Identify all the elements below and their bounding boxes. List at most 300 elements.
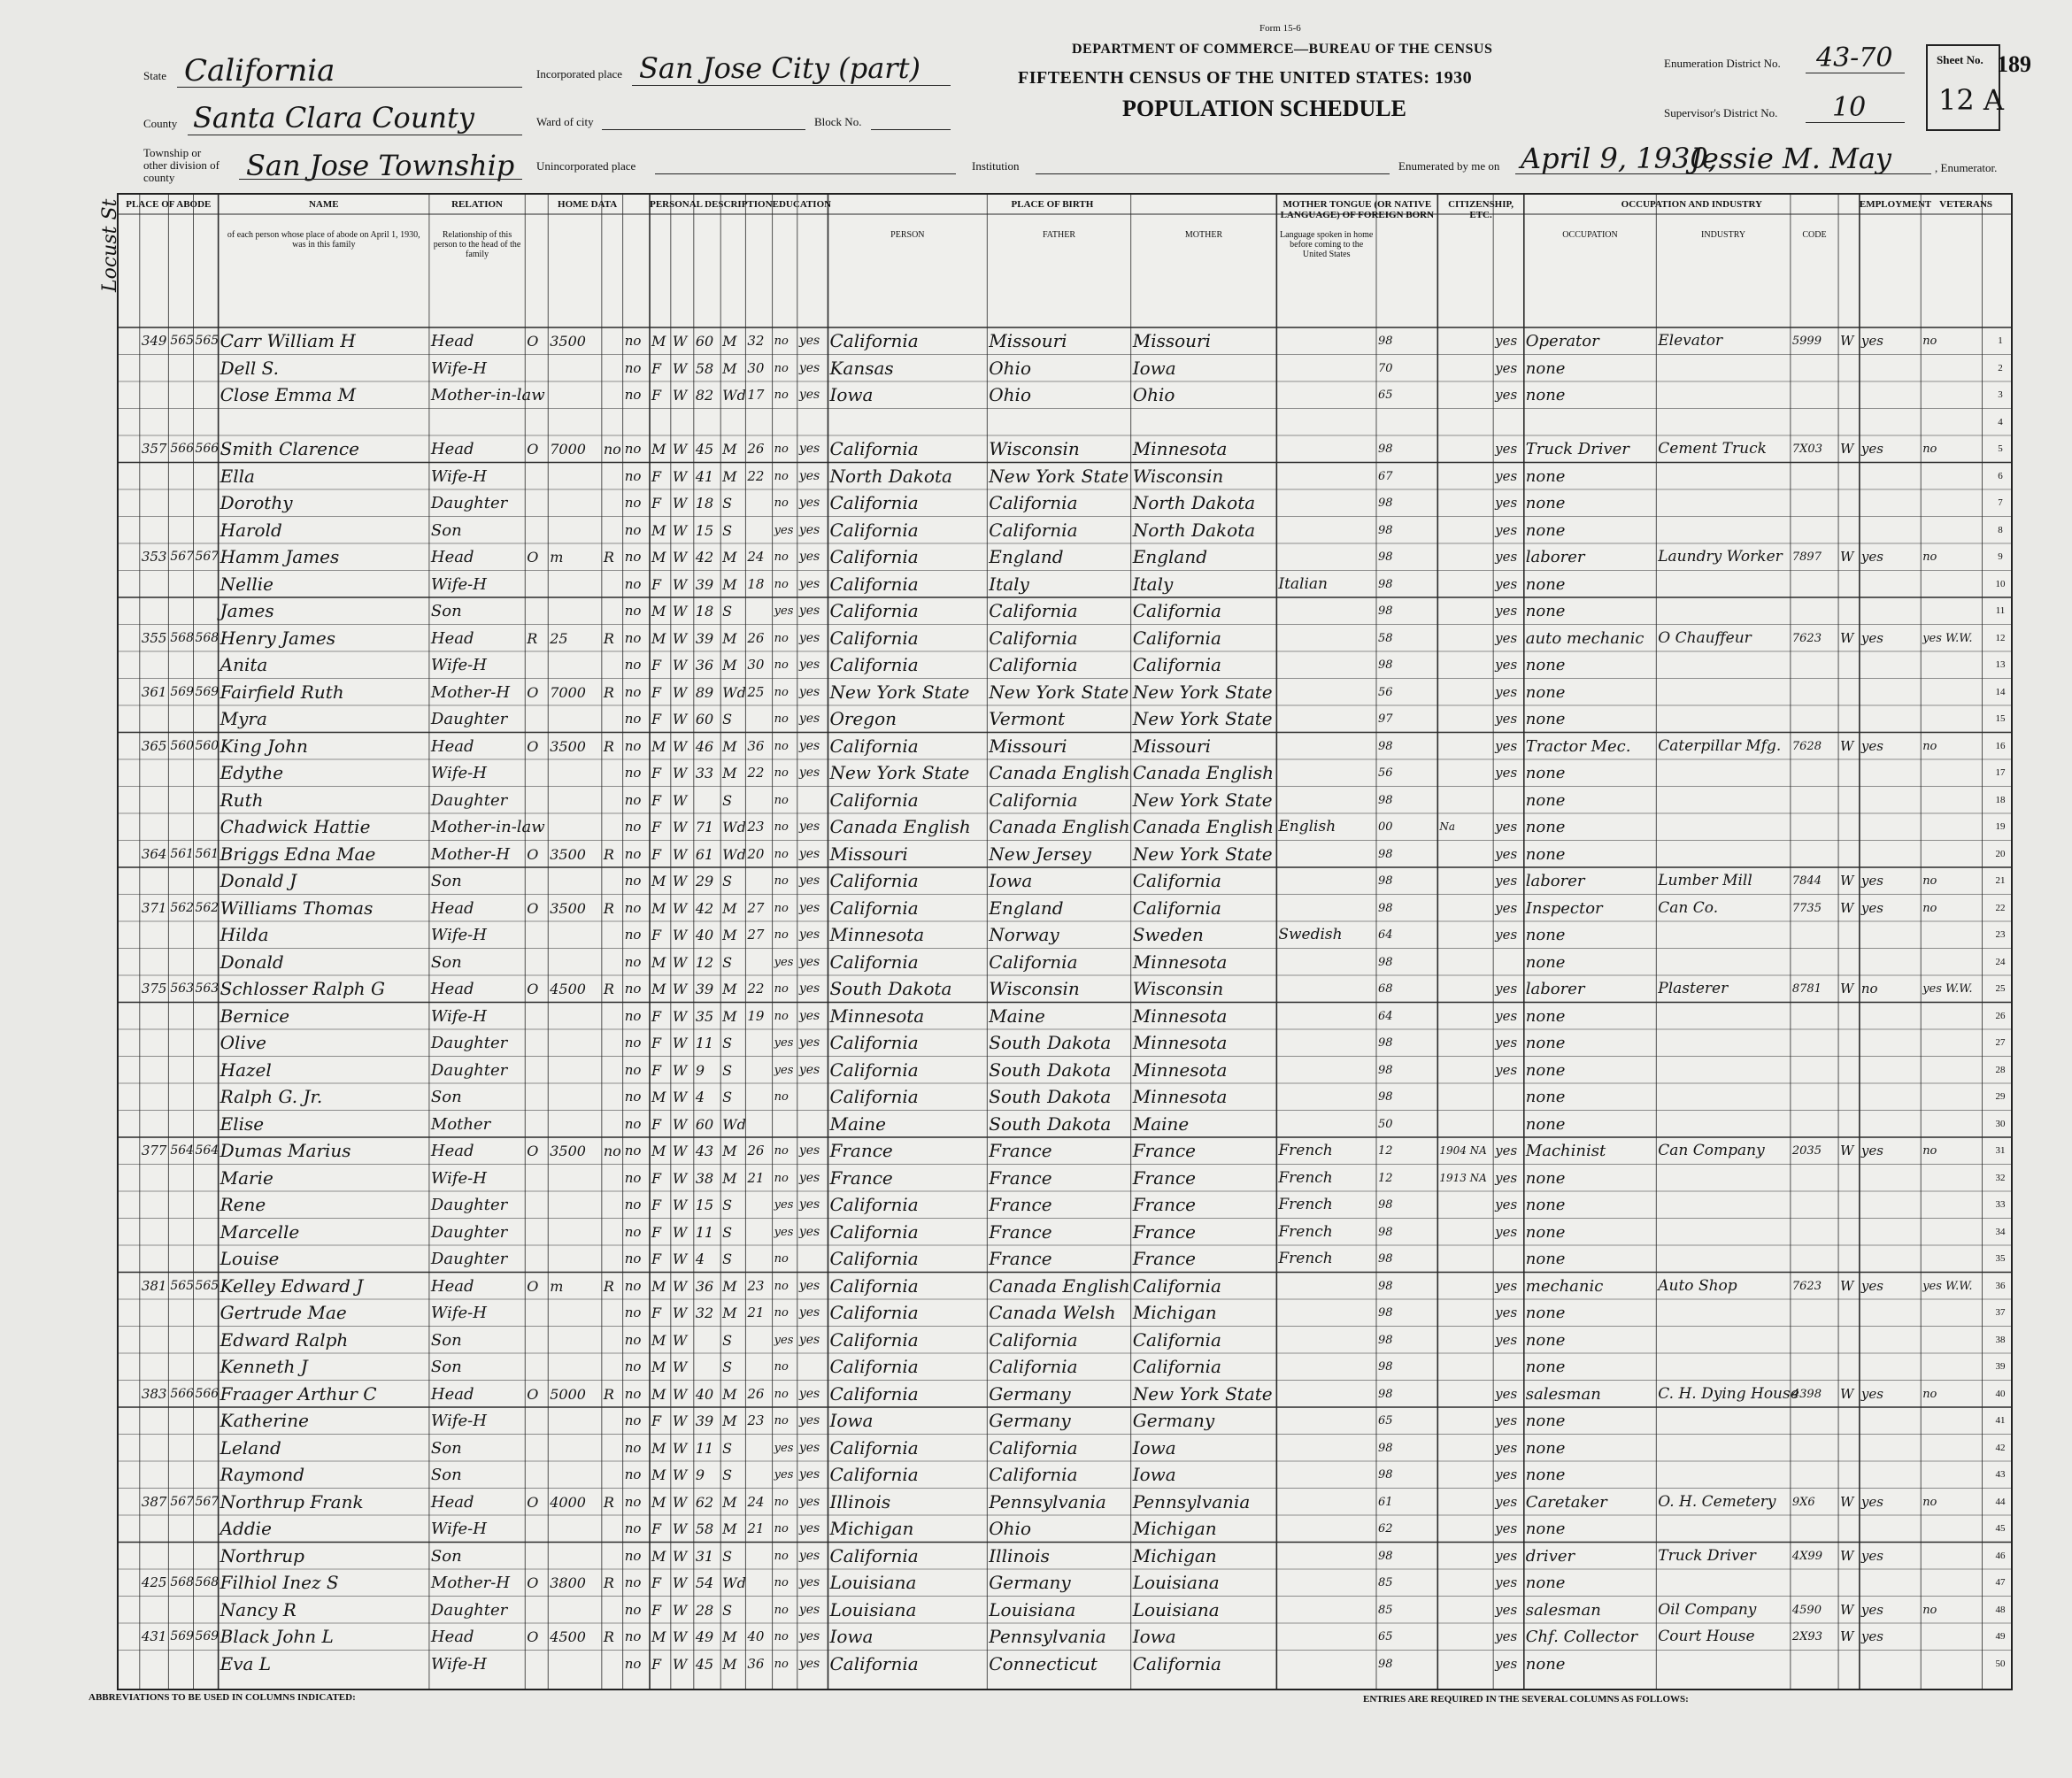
cell-race: W — [672, 1143, 688, 1159]
cell-race: W — [672, 1601, 688, 1619]
line-number: 6 — [1998, 470, 2003, 481]
cell-mother: Canada English — [1132, 816, 1275, 837]
cell-read: yes — [798, 766, 820, 780]
cell-name: Anita — [220, 654, 268, 675]
line-number: 17 — [1995, 767, 2006, 778]
cell-age: 18 — [695, 495, 714, 512]
cell-cit: 1913 NA — [1439, 1171, 1487, 1184]
cell-race: W — [672, 1359, 688, 1375]
cell-farm: no — [624, 359, 642, 376]
cell-mar: S — [722, 1223, 733, 1241]
cell-occ: none — [1525, 1330, 1566, 1350]
cell-eng: yes — [1495, 657, 1518, 673]
cell-read: yes — [798, 981, 820, 996]
cell-race: W — [672, 1412, 688, 1429]
cell-eng: yes — [1495, 1385, 1518, 1402]
cell-cls: W — [1840, 1547, 1854, 1564]
cell-cls: W — [1840, 1277, 1854, 1294]
cell-birth: Minnesota — [829, 1004, 925, 1027]
cell-age: 18 — [695, 603, 714, 620]
cell-mar: S — [722, 791, 733, 809]
cell-vet: yes W.W. — [1922, 631, 1973, 645]
cell-sex: F — [651, 845, 662, 863]
cell-mother: North Dakota — [1132, 519, 1256, 541]
cell-house: 387 — [141, 1493, 167, 1510]
cell-birth: South Dakota — [829, 978, 952, 999]
cell-name: Leland — [220, 1436, 281, 1459]
cell-race: W — [672, 899, 688, 917]
cell-race: W — [672, 1655, 688, 1673]
cell-dwell: 569 — [170, 1629, 195, 1643]
cell-read: yes — [798, 1629, 820, 1643]
cell-sex: M — [651, 1331, 666, 1349]
cell-value: 3500 — [550, 845, 586, 863]
cell-sex: F — [651, 1601, 662, 1619]
cell-father: Germany — [989, 1410, 1071, 1431]
cell-school: no — [774, 335, 789, 348]
cell-dwell: 568 — [170, 630, 195, 645]
unincorporated-label: Unincorporated place — [536, 159, 636, 173]
cell-school: yes — [774, 1198, 794, 1212]
cell-radio: R — [603, 629, 614, 647]
cell-mar: Wd — [722, 683, 746, 701]
cell-farm: no — [624, 1331, 642, 1348]
cell-vet: yes W.W. — [1922, 1279, 1973, 1293]
cell-school: no — [774, 739, 789, 753]
cell-father: Illinois — [989, 1544, 1050, 1566]
cell-father: Canada English — [989, 1274, 1130, 1297]
cell-fam: 567 — [195, 1494, 220, 1509]
cell-agemar: 22 — [747, 467, 765, 484]
cell-lang: French — [1278, 1250, 1333, 1267]
cell-mother: Iowa — [1132, 1436, 1176, 1459]
cell-farm: no — [624, 765, 642, 781]
cell-mother: France — [1132, 1220, 1196, 1243]
cell-farm: no — [624, 791, 642, 808]
cell-cls: W — [1840, 629, 1854, 646]
line-number: 44 — [1995, 1496, 2006, 1507]
cell-father: California — [989, 1436, 1078, 1459]
cell-mar: M — [722, 549, 737, 566]
cell-birth: California — [829, 546, 919, 567]
cell-farm: no — [624, 495, 642, 511]
group-header: EDUCATION — [772, 199, 832, 210]
cell-birth: Louisiana — [829, 1598, 917, 1620]
cell-school: no — [774, 874, 789, 888]
cell-father: France — [989, 1166, 1052, 1189]
cell-age: 42 — [695, 899, 714, 917]
supervisor-value: 10 — [1832, 92, 1867, 123]
cell-ind: Court House — [1658, 1628, 1755, 1645]
cell-eng: yes — [1495, 467, 1518, 484]
cell-dwell: 567 — [170, 550, 195, 564]
cell-read: yes — [798, 522, 820, 537]
cell-radio: R — [603, 1574, 614, 1591]
cell-school: no — [774, 1387, 789, 1401]
cell-code: 98 — [1378, 1549, 1393, 1563]
cell-occode: 8781 — [1791, 982, 1822, 996]
cell-sex: F — [651, 791, 662, 809]
line-number: 26 — [1995, 1010, 2006, 1021]
cell-rel: Son — [430, 602, 462, 620]
cell-fam: 567 — [195, 550, 220, 564]
cell-mother: Missouri — [1132, 330, 1211, 351]
cell-emp: yes — [1860, 737, 1883, 754]
cell-occ: none — [1525, 574, 1566, 594]
cell-rel: Wife-H — [430, 764, 487, 782]
cell-age: 15 — [695, 521, 714, 539]
cell-agemar: 22 — [747, 765, 765, 781]
cell-father: Canada English — [989, 762, 1130, 783]
cell-age: 89 — [695, 683, 714, 701]
cell-father: South Dakota — [989, 1086, 1112, 1107]
cell-rel: Daughter — [430, 1250, 508, 1268]
cell-farm: no — [624, 603, 642, 619]
cell-farm: no — [624, 899, 642, 916]
cell-age: 46 — [695, 737, 714, 755]
cell-emp: yes — [1860, 1277, 1883, 1294]
cell-house: 355 — [141, 629, 167, 646]
line-number: 13 — [1995, 659, 2006, 670]
cell-race: W — [672, 1169, 688, 1187]
cell-age: 33 — [695, 765, 714, 781]
cell-eng: yes — [1495, 1007, 1518, 1024]
cell-lang: French — [1278, 1196, 1333, 1213]
cell-radio: R — [603, 1493, 614, 1511]
line-number: 31 — [1995, 1145, 2006, 1156]
cell-mother: California — [1132, 1274, 1221, 1297]
cell-occ: Inspector — [1525, 898, 1603, 918]
cell-house: 357 — [141, 441, 167, 457]
cell-value: m — [550, 549, 564, 566]
cell-name: Nellie — [220, 573, 273, 595]
cell-emp: no — [1860, 981, 1878, 997]
cell-birth: California — [829, 1302, 919, 1323]
enumerated-date: April 9, 1930, — [1521, 142, 1717, 175]
cell-occ: none — [1525, 1114, 1566, 1134]
cell-cls: W — [1840, 1628, 1854, 1644]
column-header: PERSON — [890, 230, 925, 240]
cell-school: no — [774, 577, 789, 591]
cell-school: no — [774, 1306, 789, 1320]
cell-agemar: 18 — [747, 575, 765, 592]
cell-mother: Minnesota — [1132, 1086, 1228, 1107]
cell-read: yes — [798, 1575, 820, 1589]
cell-read: yes — [798, 874, 820, 888]
cell-sex: F — [651, 1520, 662, 1537]
cell-farm: no — [624, 845, 642, 862]
cell-read: yes — [798, 927, 820, 942]
cell-occ: none — [1525, 710, 1566, 728]
cell-name: Ruth — [220, 789, 264, 811]
cell-mother: Iowa — [1132, 357, 1176, 379]
cell-ind: Plasterer — [1658, 980, 1729, 997]
cell-code: 56 — [1378, 766, 1393, 780]
cell-read: yes — [798, 738, 820, 753]
line-number: 42 — [1995, 1442, 2006, 1453]
cell-birth: California — [829, 1652, 919, 1674]
cell-fam: 561 — [195, 846, 220, 861]
cell-code: 00 — [1378, 820, 1393, 834]
cell-name: Elise — [220, 1112, 265, 1135]
cell-father: Missouri — [989, 735, 1067, 757]
cell-birth: Louisiana — [829, 1572, 917, 1593]
cell-radio: no — [603, 441, 621, 458]
cell-father: California — [989, 519, 1078, 541]
cell-age: 42 — [695, 549, 714, 566]
cell-rel: Wife-H — [430, 358, 487, 378]
cell-mar: M — [722, 899, 737, 917]
cell-agemar: 40 — [747, 1628, 765, 1644]
cell-birth: Canada English — [829, 816, 971, 837]
cell-cls: W — [1840, 737, 1854, 754]
cell-father: France — [989, 1194, 1052, 1215]
cell-age: 45 — [695, 1655, 714, 1673]
cell-mother: France — [1132, 1248, 1196, 1269]
cell-rel: Mother-in-law — [430, 386, 545, 404]
cell-lang: Italian — [1278, 574, 1328, 593]
cell-father: Germany — [989, 1382, 1071, 1405]
cell-read: yes — [798, 388, 820, 402]
cell-name: Filhiol Inez S — [220, 1572, 339, 1593]
line-number: 30 — [1995, 1118, 2006, 1129]
cell-age: 31 — [695, 1547, 714, 1565]
cell-race: W — [672, 657, 688, 673]
cell-race: W — [672, 737, 688, 755]
cell-mother: California — [1132, 870, 1221, 891]
cell-mar: M — [722, 441, 737, 458]
cell-mother: Iowa — [1132, 1464, 1176, 1485]
cell-sex: M — [651, 603, 666, 620]
line-number: 11 — [1995, 605, 2006, 616]
cell-mother: New York State — [1132, 681, 1273, 703]
cell-read: yes — [798, 1332, 820, 1347]
cell-dwell: 562 — [170, 900, 195, 915]
cell-fam: 562 — [195, 900, 220, 915]
cell-birth: California — [829, 438, 919, 459]
cell-farm: no — [624, 387, 642, 403]
cell-race: W — [672, 359, 688, 377]
cell-rel: Son — [430, 1438, 462, 1458]
cell-mar: S — [722, 1089, 733, 1105]
cell-code: 98 — [1378, 1657, 1393, 1671]
cell-cls: W — [1840, 1385, 1854, 1402]
cell-school: no — [774, 550, 789, 564]
cell-race: W — [672, 791, 688, 809]
cell-age: 39 — [695, 981, 714, 997]
cell-radio: R — [603, 1385, 614, 1403]
cell-race: W — [672, 683, 688, 701]
cell-school: no — [774, 361, 789, 375]
cell-value: 25 — [550, 629, 568, 647]
cell-occode: 7623 — [1791, 631, 1822, 645]
cell-agemar: 19 — [747, 1007, 765, 1024]
cell-farm: no — [624, 1007, 642, 1024]
cell-rel: Son — [430, 952, 462, 972]
cell-name: Ella — [220, 465, 255, 487]
cell-name: Briggs Edna Mae — [220, 843, 376, 865]
cell-occode: 2035 — [1791, 1144, 1822, 1158]
line-number: 7 — [1998, 497, 2003, 508]
cell-read: yes — [798, 1035, 820, 1050]
cell-eng: yes — [1495, 603, 1518, 619]
cell-house: 375 — [141, 981, 167, 997]
cell-occ: none — [1525, 764, 1566, 782]
cell-mother: Minnesota — [1132, 951, 1228, 973]
cell-occ: none — [1525, 790, 1566, 810]
cell-read: yes — [798, 550, 820, 564]
cell-ind: Truck Driver — [1658, 1546, 1756, 1565]
cell-rel: Son — [430, 1466, 462, 1484]
cell-code: 64 — [1378, 928, 1393, 942]
cell-house: 377 — [141, 1143, 167, 1158]
cell-sex: F — [651, 765, 662, 781]
cell-name: Dorothy — [220, 492, 293, 513]
cell-ind: Oil Company — [1658, 1600, 1757, 1619]
cell-agemar: 30 — [747, 657, 765, 673]
cell-read: yes — [798, 468, 820, 483]
cell-code: 98 — [1378, 1252, 1393, 1266]
cell-dwell: 569 — [170, 684, 195, 699]
cell-name: Hilda — [220, 924, 269, 945]
cell-code: 98 — [1378, 901, 1393, 915]
cell-rel: Daughter — [430, 1222, 508, 1242]
cell-cls: W — [1840, 549, 1854, 565]
cell-age: 4 — [695, 1089, 705, 1105]
cell-read: yes — [798, 1170, 820, 1185]
cell-farm: no — [624, 441, 642, 457]
cell-tenure: O — [527, 1277, 539, 1295]
cell-father: Norway — [989, 924, 1059, 945]
cell-mother: Ohio — [1132, 384, 1175, 405]
cell-rel: Daughter — [430, 790, 508, 810]
cell-vet: no — [1922, 1144, 1937, 1158]
cell-birth: California — [829, 573, 919, 595]
cell-race: W — [672, 1197, 688, 1213]
cell-house: 371 — [141, 899, 167, 916]
cell-age: 39 — [695, 575, 714, 593]
cell-house: 353 — [141, 549, 167, 565]
cell-dwell: 566 — [170, 1386, 195, 1401]
line-number: 40 — [1995, 1388, 2006, 1399]
cell-name: Black John L — [220, 1626, 334, 1647]
cell-cls: W — [1840, 333, 1854, 349]
cell-code: 12 — [1378, 1144, 1393, 1158]
cell-read: yes — [798, 684, 820, 699]
cell-father: New York State — [989, 465, 1129, 487]
cell-fam: 566 — [195, 1386, 220, 1401]
cell-vet: no — [1922, 443, 1937, 456]
cell-rel: Head — [430, 548, 474, 566]
cell-mother: New York State — [1132, 708, 1273, 729]
cell-value: 7000 — [550, 441, 586, 458]
cell-farm: no — [624, 1601, 642, 1618]
cell-tenure: O — [527, 1574, 539, 1591]
cell-school: no — [774, 1549, 789, 1563]
cell-tenure: O — [527, 1628, 539, 1645]
cell-eng: yes — [1495, 1412, 1518, 1428]
cell-birth: Iowa — [829, 384, 874, 405]
cell-occ: none — [1525, 358, 1566, 378]
cell-occ: laborer — [1525, 872, 1585, 890]
cell-birth: California — [829, 600, 919, 621]
cell-tenure: O — [527, 737, 539, 755]
cell-ind: Can Company — [1658, 1142, 1765, 1159]
cell-mar: S — [722, 521, 733, 539]
line-number: 43 — [1995, 1469, 2006, 1480]
cell-sex: F — [651, 1655, 662, 1673]
cell-fam: 565 — [195, 334, 220, 348]
cell-mother: Minnesota — [1132, 1004, 1228, 1027]
cell-farm: no — [624, 683, 642, 700]
cell-farm: no — [624, 1466, 642, 1482]
cell-ind: Caterpillar Mfg. — [1658, 736, 1782, 755]
group-header: CITIZENSHIP, ETC. — [1448, 199, 1514, 220]
cell-farm: no — [624, 711, 642, 727]
cell-code: 85 — [1378, 1576, 1393, 1589]
cell-code: 56 — [1378, 685, 1393, 699]
cell-occode: 5999 — [1791, 335, 1822, 348]
cell-read: yes — [798, 1224, 820, 1239]
cell-sex: M — [651, 873, 666, 889]
cell-occode: 4590 — [1791, 1603, 1822, 1617]
group-header: OCCUPATION AND INDUSTRY — [1621, 199, 1762, 210]
cell-rel: Head — [430, 440, 474, 458]
line-number: 27 — [1995, 1037, 2006, 1048]
cell-eng: yes — [1495, 873, 1518, 889]
cell-school: no — [774, 1495, 789, 1509]
cell-birth: Missouri — [829, 843, 908, 865]
cell-age: 40 — [695, 927, 714, 943]
cell-name: Close Emma M — [220, 384, 357, 405]
cell-age: 82 — [695, 387, 714, 404]
cell-farm: no — [624, 1359, 642, 1374]
cell-age: 43 — [695, 1143, 714, 1159]
cell-father: California — [989, 1464, 1078, 1485]
cell-occode: 9X6 — [1791, 1495, 1815, 1509]
cell-mother: Michigan — [1132, 1544, 1217, 1566]
cell-code: 62 — [1378, 1522, 1393, 1536]
cell-tenure: O — [527, 549, 539, 566]
cell-sex: F — [651, 1169, 662, 1187]
cell-agemar: 36 — [747, 1655, 765, 1672]
cell-farm: no — [624, 981, 642, 997]
cell-mar: S — [722, 873, 733, 889]
cell-cls: W — [1840, 899, 1854, 916]
cell-read: yes — [798, 1197, 820, 1212]
cell-sex: M — [651, 1385, 666, 1403]
cell-birth: California — [829, 330, 919, 351]
cell-value: 3500 — [550, 333, 586, 350]
cell-farm: no — [624, 1547, 642, 1564]
cell-agemar: 27 — [747, 927, 765, 943]
cell-age: 32 — [695, 1305, 714, 1321]
cell-mother: New York State — [1132, 843, 1273, 865]
cell-birth: Michigan — [829, 1518, 914, 1539]
cell-farm: no — [624, 1412, 642, 1428]
cell-eng: yes — [1495, 1277, 1518, 1294]
cell-rel: Wife-H — [430, 1520, 487, 1538]
cell-vet: no — [1922, 1603, 1937, 1617]
group-header: PLACE OF ABODE — [126, 199, 212, 210]
cell-mar: M — [722, 981, 737, 997]
cell-race: W — [672, 1305, 688, 1321]
cell-code: 98 — [1378, 1387, 1393, 1401]
cell-house: 431 — [141, 1628, 167, 1644]
cell-race: W — [672, 981, 688, 997]
cell-name: Smith Clarence — [220, 438, 359, 459]
cell-farm: no — [624, 1439, 642, 1456]
